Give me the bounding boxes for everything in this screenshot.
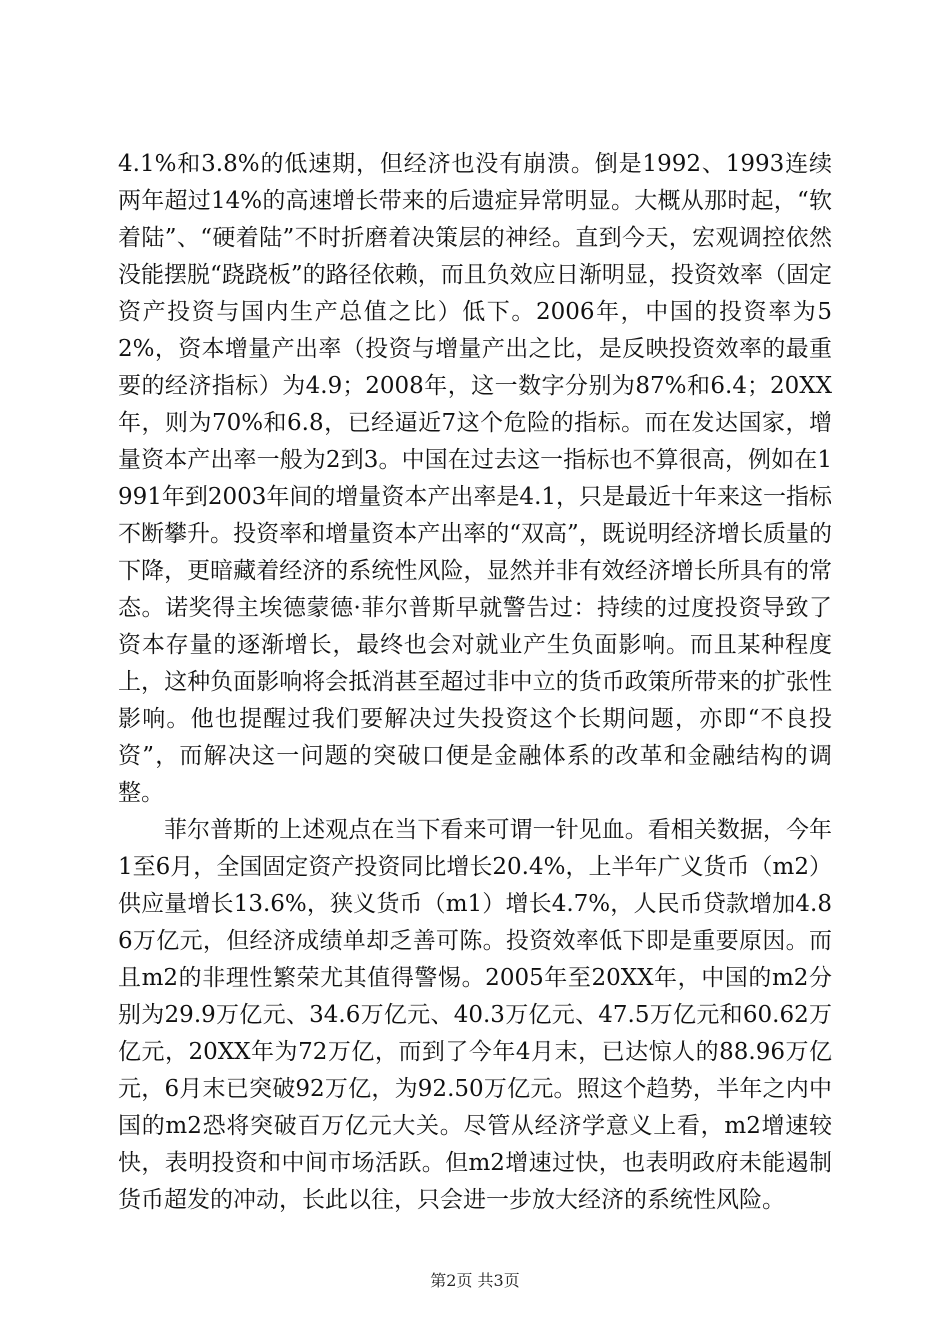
document-body	[118, 146, 832, 1219]
paragraph-continued: 4.1%和3.8%的低速期，但经济也没有崩溃。倒是1992、1993连续两年超过14%的高速增长带来的后遗症异常明显。大概从那时起，“软着陆”、“硬着陆”不时折磨着决策层的神经。直到今天，宏观调控依然没能摆脱“跷跷板”的路径依赖，而且负效应日渐明显，投资效率（固定资产投资与国内生产总值之比）低下。2006年，中国的投资率为52%，资本增量产出率（投资与增量产出之比，是反映投资效率的最重要的经济指标）为4.9；2008年，这一数字分别为87%和6.4；20XX年，则为70%和6.8，已经逼近7这个危险的指标。而在发达国家，增量资本产出率一般为2到3。中国在过去这一指标也不算很高，例如在1991年到2003年间的增量资本产出率是4.1，只是最近十年来这一指标不断攀升。投资率和增量资本产出率的“双高”，既说明经济增长质量的下降，更暗藏着经济的系统性风险，显然并非有效经济增长所具有的常态。诺奖得主埃德蒙德·菲尔普斯早就警告过：持续的过度投资导致了资本存量的逐渐增长，最终也会对就业产生负面影响。而且某种程度上，这种负面影响将会抵消甚至超过非中立的货币政策所带来的扩张性影响。他也提醒过我们要解决过失投资这个长期问题，亦即“不良投资”，而解决这一问题的突破口便是金融体系的改革和金融结构的调整。	[118, 151, 833, 806]
page-number-footer: 第2页 共3页	[430, 1271, 520, 1290]
paragraph-phelps: 菲尔普斯的上述观点在当下看来可谓一针见血。看相关数据，今年1至6月，全国固定资产投资同比增长20.4%，上半年广义货币（m2）供应量增长13.6%，狭义货币（m1）增长4.7%，人民币贷款增加4.86万亿元，但经济成绩单却乏善可陈。投资效率低下即是重要原因。而且m2的非理性繁荣尤其值得警惕。2005年至20XX年，中国的m2分别为29.9万亿元、34.6万亿元、40.3万亿元、47.5万亿元和60.62万亿元，20XX年为72万亿，而到了今年4月末，已达惊人的88.96万亿元，6月末已突破92万亿，为92.50万亿元。照这个趋势，半年之内中国的m2恐将突破百万亿元大关。尽管从经济学意义上看，m2增速较快，表明投资和中间市场活跃。但m2增速过快，也表明政府未能遏制货币超发的冲动，长此以往，只会进一步放大经济的系统性风险。	[118, 817, 832, 1213]
